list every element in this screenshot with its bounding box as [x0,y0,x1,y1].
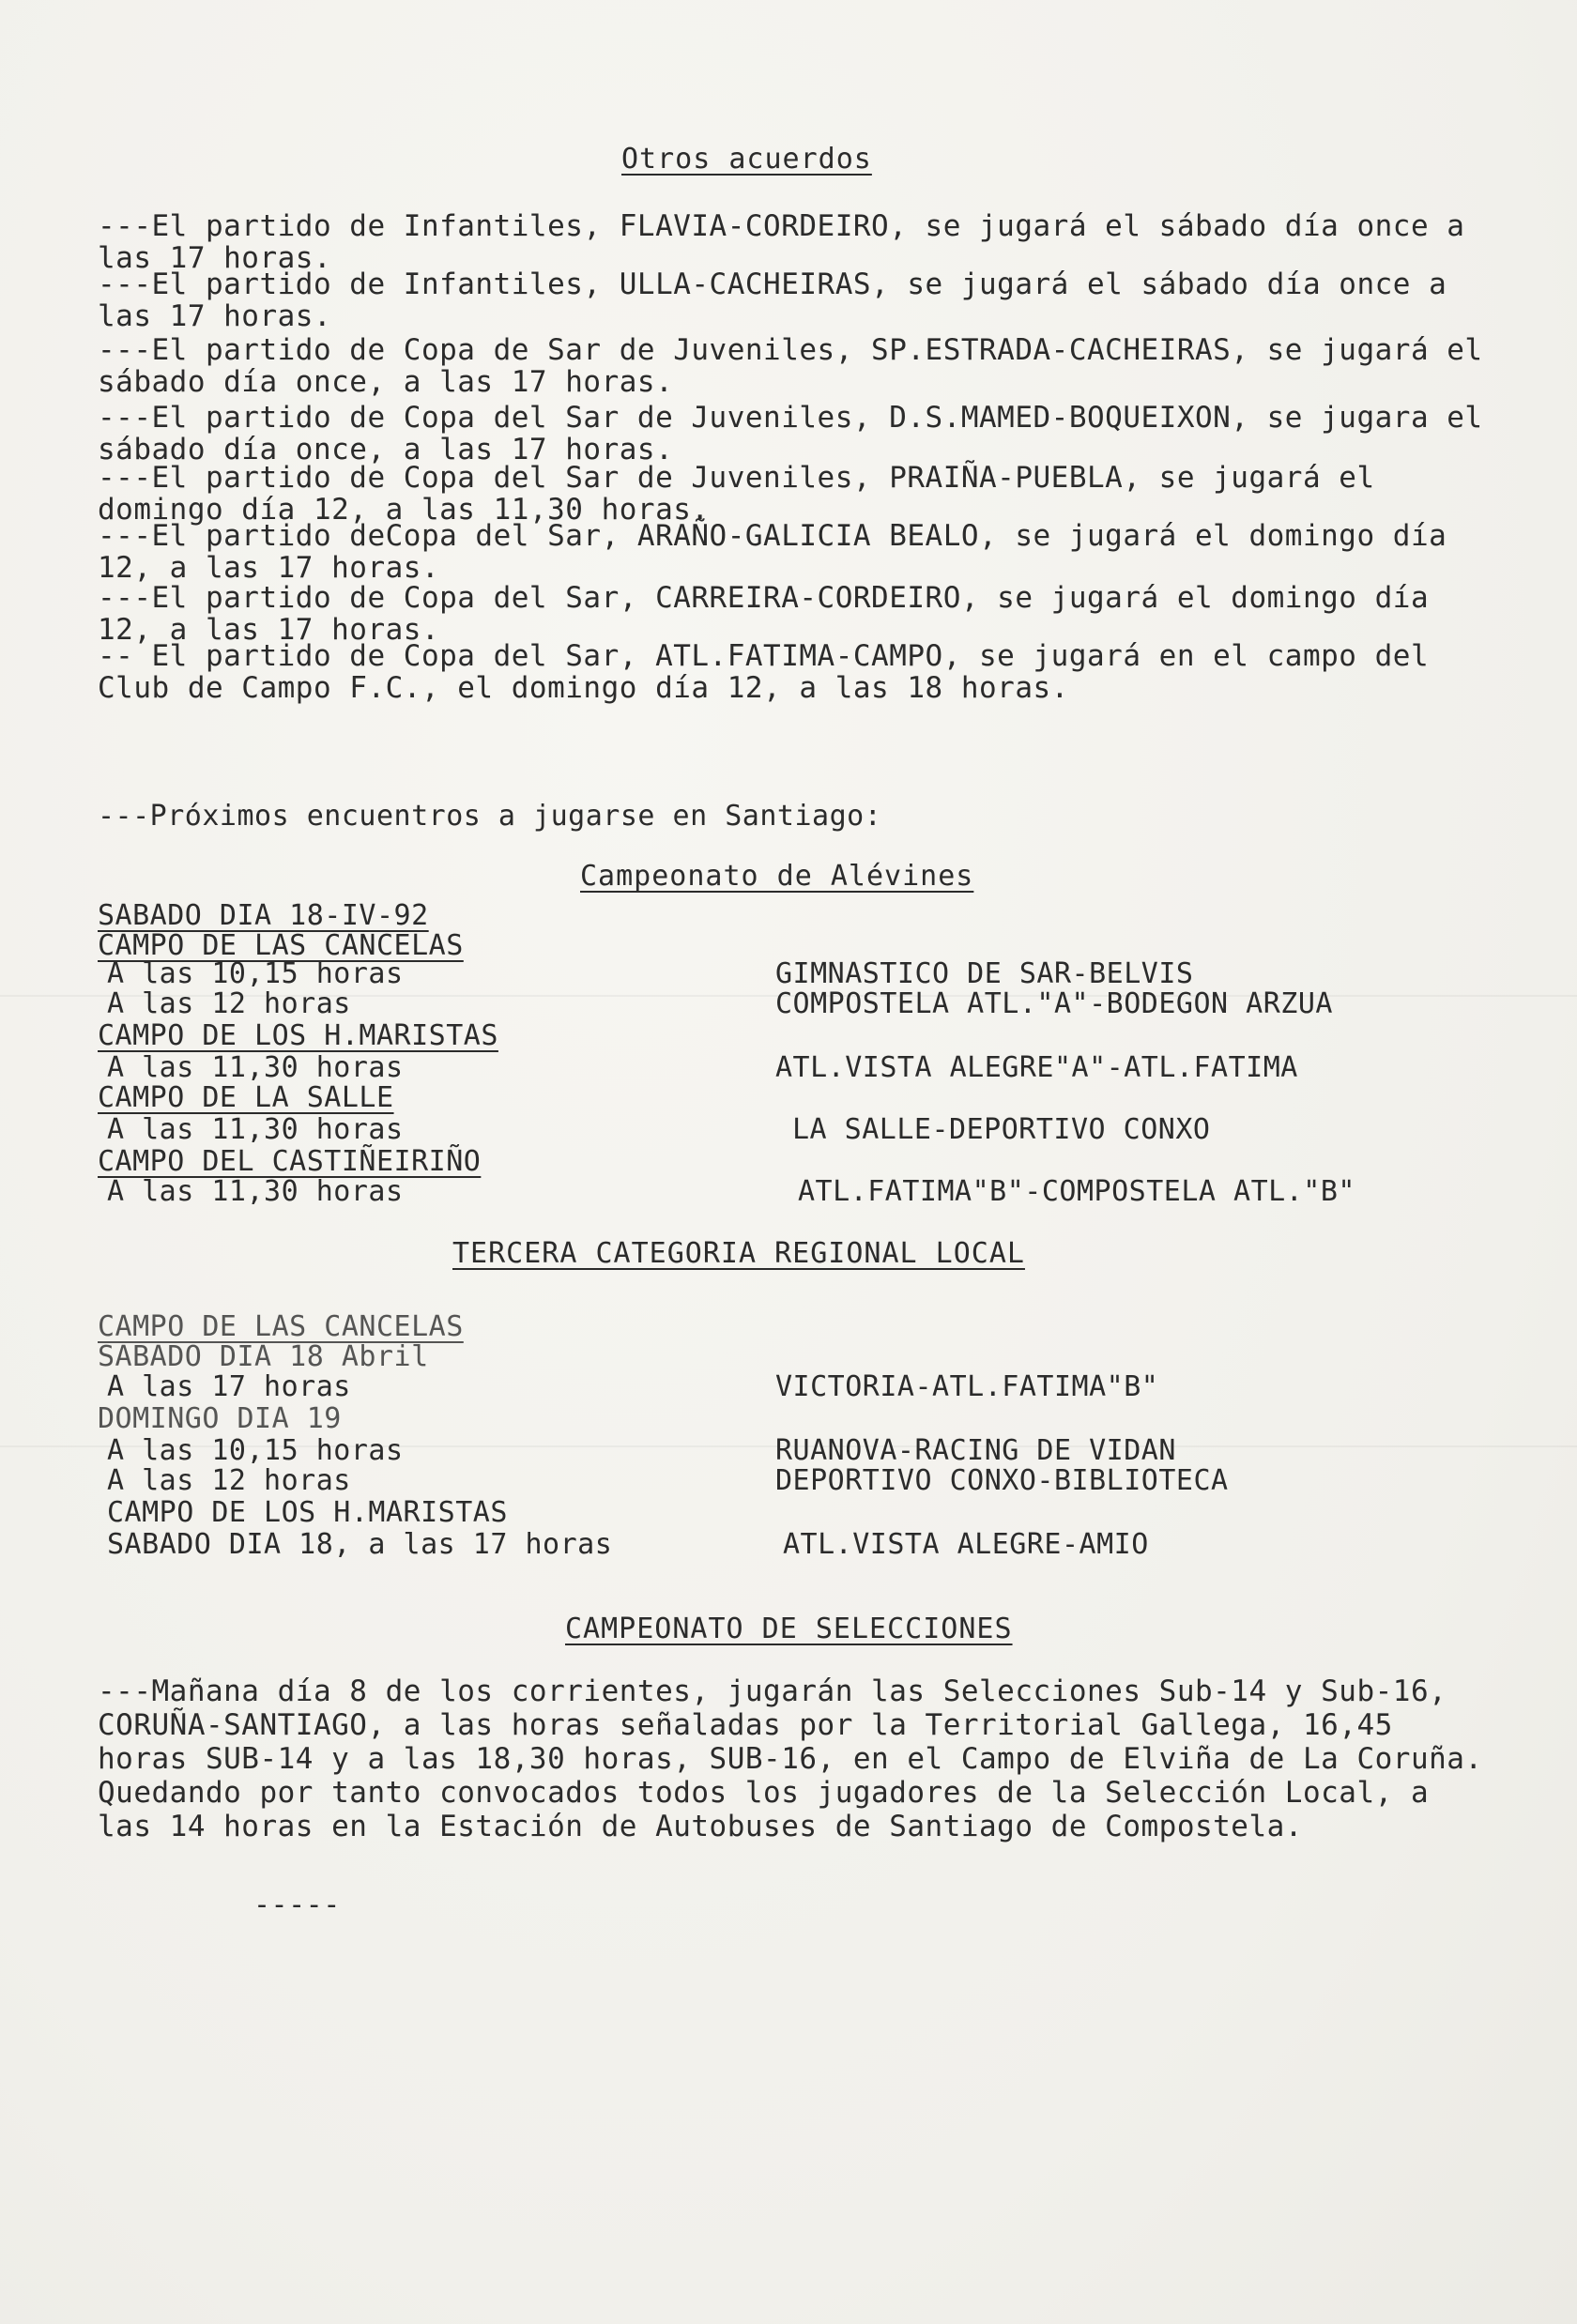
end-mark: ----- [253,1888,341,1921]
proximos-intro: ---Próximos encuentros a jugarse en Santiago: [98,800,882,833]
schedule-time: A las 17 horas [107,1370,351,1403]
schedule-venue: CAMPO DE LOS H.MARISTAS [107,1496,508,1529]
section-heading-otros-acuerdos: Otros acuerdos [621,143,872,176]
schedule-time: A las 11,30 horas [107,1113,404,1146]
schedule-date: DOMINGO DIA 19 [98,1402,342,1435]
schedule-match: ATL.FATIMA"B"-COMPOSTELA ATL."B" [798,1175,1355,1208]
schedule-time: SABADO DIA 18, a las 17 horas [107,1528,613,1561]
acuerdo-paragraph: ---El partido de Infantiles, ULLA-CACHEIRAS, se jugará el sábado día once a las 17 horas. [98,268,1447,333]
section-heading-selecciones: CAMPEONATO DE SELECCIONES [565,1613,1013,1645]
schedule-match: GIMNASTICO DE SAR-BELVIS [775,957,1194,990]
schedule-time: A las 10,15 horas [107,957,404,990]
schedule-venue: CAMPO DE LOS H.MARISTAS [98,1019,498,1052]
schedule-time: A las 11,30 horas [107,1175,404,1208]
schedule-date: SABADO DIA 18-IV-92 [98,899,429,932]
acuerdo-paragraph: ---El partido de Copa del Sar de Juveniles, D.S.MAMED-BOQUEIXON, se jugara el sábado día once, a las 17 horas. [98,401,1483,466]
schedule-match: DEPORTIVO CONXO-BIBLIOTECA [775,1464,1229,1497]
schedule-venue: CAMPO DE LAS CANCELAS [98,1310,464,1343]
schedule-time: A las 11,30 horas [107,1051,404,1084]
schedule-match: RUANOVA-RACING DE VIDAN [775,1434,1176,1467]
acuerdo-paragraph: ---El partido de Infantiles, FLAVIA-CORDEIRO, se jugará el sábado día once a las 17 horas. [98,209,1465,275]
section-heading-alevines: Campeonato de Alévines [580,860,974,893]
schedule-venue: CAMPO DE LAS CANCELAS [98,929,464,962]
schedule-match: LA SALLE-DEPORTIVO CONXO [792,1113,1211,1146]
schedule-time: A las 10,15 horas [107,1434,404,1467]
schedule-time: A las 12 horas [107,987,351,1020]
schedule-match: ATL.VISTA ALEGRE-AMIO [783,1528,1149,1561]
acuerdo-paragraph: ---El partido deCopa del Sar, ARAÑO-GALICIA BEALO, se jugará el domingo día 12, a las 17 horas. [98,519,1447,585]
selecciones-paragraph: ---Mañana día 8 de los corrientes, jugarán las Selecciones Sub-14 y Sub-16, CORUÑA-SANTIAGO, a las horas señaladas por la Territorial Gallega, 16,45 horas SUB-14 y a las 18,30 horas, SUB-16, en el Campo de Elviña de La Coruña. Quedando por tanto convocados todos los jugadores de la Selección Local, a las 14 horas en la Estación de Autobuses de Santiago de Compostela. [98,1674,1483,1843]
schedule-match: COMPOSTELA ATL."A"-BODEGON ARZUA [775,987,1333,1020]
acuerdo-paragraph: ---El partido de Copa de Sar de Juveniles, SP.ESTRADA-CACHEIRAS, se jugará el sábado día once, a las 17 horas. [98,333,1483,399]
section-heading-tercera: TERCERA CATEGORIA REGIONAL LOCAL [452,1237,1025,1270]
schedule-match: VICTORIA-ATL.FATIMA"B" [775,1370,1159,1403]
acuerdo-paragraph: ---El partido de Copa del Sar de Juveniles, PRAIÑA-PUEBLA, se jugará el domingo día 12, a las 11,30 horas. [98,461,1375,527]
schedule-venue: CAMPO DEL CASTIÑEIRIÑO [98,1145,482,1178]
acuerdo-paragraph: -- El partido de Copa del Sar, ATL.FATIMA-CAMPO, se jugará en el campo del Club de Campo F.C., el domingo día 12, a las 18 horas. [98,639,1430,705]
schedule-venue: CAMPO DE LA SALLE [98,1081,394,1114]
schedule-date: SABADO DIA 18 Abril [98,1340,429,1373]
schedule-time: A las 12 horas [107,1464,351,1497]
schedule-match: ATL.VISTA ALEGRE"A"-ATL.FATIMA [775,1051,1298,1084]
acuerdo-paragraph: ---El partido de Copa del Sar, CARREIRA-CORDEIRO, se jugará el domingo día 12, a las 17 horas. [98,581,1430,647]
